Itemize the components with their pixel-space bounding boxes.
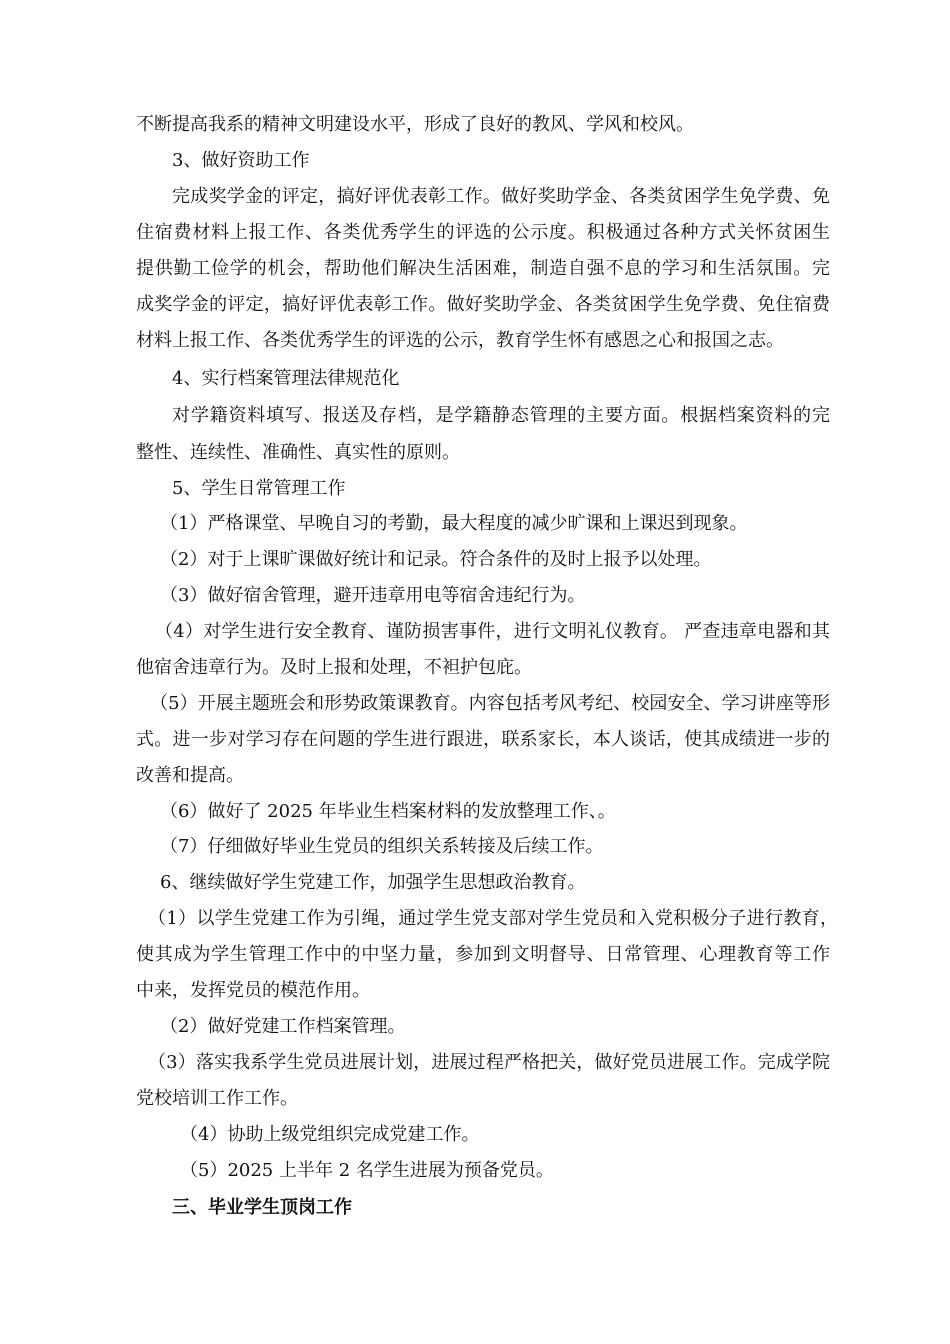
list-item: （4）协助上级党组织完成党建工作。 xyxy=(180,1124,480,1145)
paragraph-line: 他宿舍违章行为。及时上报和处理，不袒护包庇。 xyxy=(136,657,532,678)
paragraph-line: 中来，发挥党员的模范作用。 xyxy=(136,980,370,1001)
paragraph-line: 使其成为学生管理工作中的中坚力量，参加到文明督导、日常管理、心理教育等工作 xyxy=(136,944,830,965)
list-item: （6）做好了 2025 年毕业生档案材料的发放整理工作、。 xyxy=(160,801,616,822)
paragraph-line: 材料上报工作、各类优秀学生的评选的公示，教育学生怀有感恩之心和报国之志。 xyxy=(136,330,784,351)
paragraph-line: 改善和提高。 xyxy=(136,765,244,786)
list-item: （1）严格课堂、早晚自习的考勤，最大程度的减少旷课和上课迟到现象。 xyxy=(160,513,748,534)
list-item: （5）开展主题班会和形势政策课教育。内容包括考风考纪、校园安全、学习讲座等形 xyxy=(150,693,830,714)
paragraph-line: 提供勤工俭学的机会，帮助他们解决生活困难，制造自强不息的学习和生活氛围。完 xyxy=(136,258,830,279)
list-item: （1）以学生党建工作为引绳，通过学生党支部对学生党员和入党积极分子进行教育， xyxy=(148,908,838,929)
paragraph-line: 党校培训工作工作。 xyxy=(136,1088,298,1109)
paragraph-line: 不断提高我系的精神文明建设水平，形成了良好的教风、学风和校风。 xyxy=(136,114,694,135)
paragraph-line: 住宿费材料上报工作、各类优秀学生的评选的公示度。积极通过各种方式关怀贫困生 xyxy=(136,222,830,243)
list-item: （7）仔细做好毕业生党员的组织关系转接及后续工作。 xyxy=(160,836,604,857)
list-item: （2）做好党建工作档案管理。 xyxy=(160,1016,406,1037)
section-heading: 5、学生日常管理工作 xyxy=(172,478,346,499)
chapter-heading: 三、毕业学生顶岗工作 xyxy=(172,1197,352,1218)
section-heading: 6、继续做好学生党建工作，加强学生思想政治教育。 xyxy=(160,872,586,893)
list-item: （2）对于上课旷课做好统计和记录。符合条件的及时上报予以处理。 xyxy=(160,549,712,570)
paragraph-line: 完成奖学金的评定，搞好评优表彰工作。做好奖助学金、各类贫困学生免学费、免 xyxy=(172,186,830,207)
list-item: （5）2025 上半年 2 名学生进展为预备党员。 xyxy=(180,1160,554,1181)
paragraph-line: 式。进一步对学习存在问题的学生进行跟进，联系家长，本人谈话，使其成绩进一步的 xyxy=(136,729,830,750)
list-item: （3）落实我系学生党员进展计划，进展过程严格把关，做好党员进展工作。完成学院 xyxy=(148,1052,830,1073)
section-heading: 4、实行档案管理法律规范化 xyxy=(172,368,400,389)
paragraph-line: 对学籍资料填写、报送及存档，是学籍静态管理的主要方面。根据档案资料的完 xyxy=(172,405,830,426)
section-heading: 3、做好资助工作 xyxy=(172,150,310,171)
list-item: （3）做好宿舍管理，避开违章用电等宿舍违纪行为。 xyxy=(160,585,586,606)
list-item: （4）对学生进行安全教育、谨防损害事件，进行文明礼仪教育。 严查违章电器和其 xyxy=(155,621,830,642)
paragraph-line: 整性、连续性、准确性、真实性的原则。 xyxy=(136,442,460,463)
paragraph-line: 成奖学金的评定，搞好评优表彰工作。做好奖助学金、各类贫困学生免学费、免住宿费 xyxy=(136,294,830,315)
